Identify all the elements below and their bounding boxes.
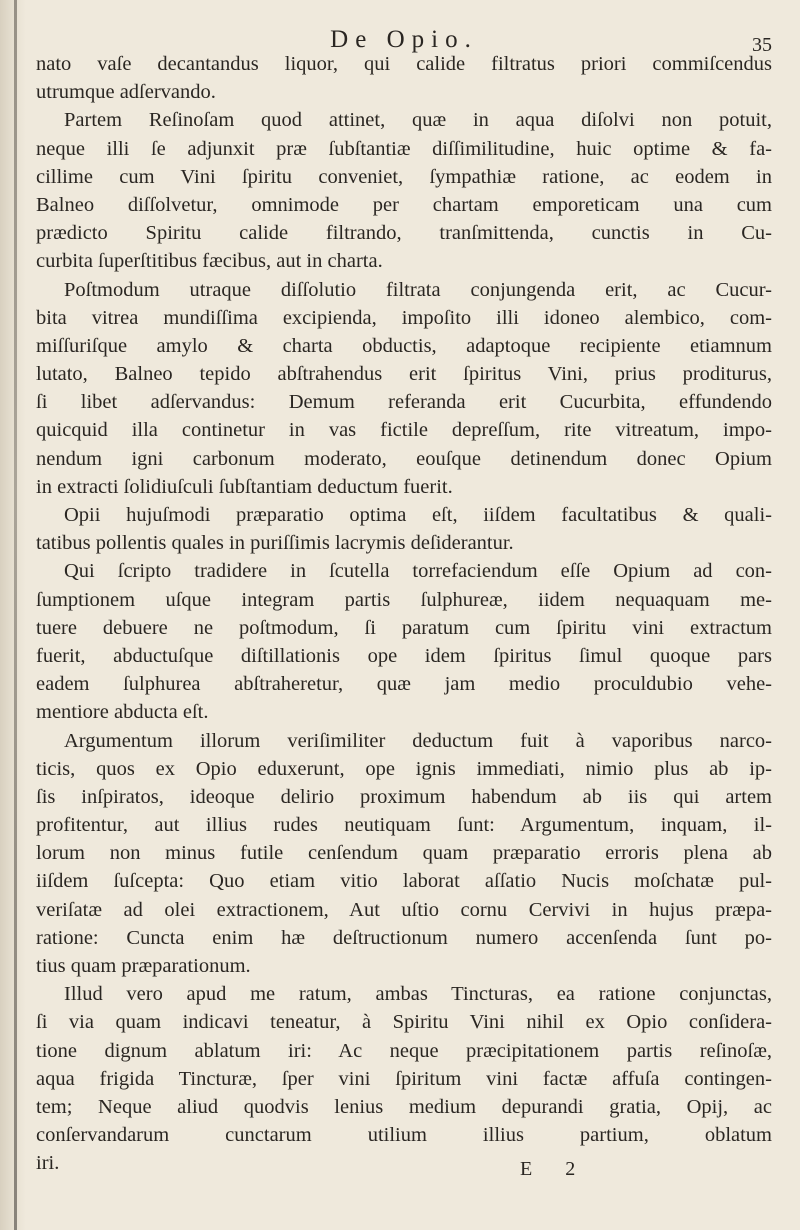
text-line: miſſuriſque amylo & charta obductis, adaptoque recipiente etiamnum [36,334,772,357]
text-line: tione dignum ablatum iri: Ac neque præcipitationem partis reſinoſæ, [36,1039,772,1062]
text-line: ſi libet adſervandus: Demum referanda erit Cucurbita, effundendo [36,391,772,414]
text-line: utrumque adſervando. [36,81,216,104]
text-line: iiſdem ſuſcepta: Quo etiam vitio laborat aſſatio Nucis moſchatæ pul- [36,870,772,893]
text-line: profitentur, aut illius rudes neutiquam ſunt: Argumentum, inquam, il- [36,814,772,837]
text-line: quicquid illa continetur in vas fictile depreſſum, rite vitreatum, impo- [36,419,772,442]
text-line: cillime cum Vini ſpiritu conveniet, ſympathiæ ratione, ac eodem in [36,165,772,188]
text-line: neque illi ſe adjunxit præ ſubſtantiæ diſſimilitudine, huic optime & fa- [36,137,772,160]
text-line: ſumptionem uſque integram partis ſulphureæ, iidem nequaquam me- [36,588,772,611]
text-line: ſis inſpiratos, ideoque delirio proximum habendum ab iis qui artem [36,785,772,808]
page-number: 35 [752,34,772,56]
text-line: in extracti ſolidiuſculi ſubſtantiam deductum fuerit. [36,475,453,498]
text-line: ticis, quos ex Opio eduxerunt, ope ignis immediati, nimio plus ab ip- [36,757,772,780]
text-line: lorum non minus futile cenſendum quam præparatio erroris plena ab [36,842,772,865]
paragraph-start: Illud vero apud me ratum, ambas Tincturas, ea ratione conjunctas, [64,983,772,1006]
text-line: tuere debuere ne poſtmodum, ſi paratum cum ſpiritu vini extractum [36,616,772,639]
text-line: nendum igni carbonum moderato, eouſque detinendum donec Opium [36,447,772,470]
text-line: veriſatæ ad olei extractionem, Aut uſtio cornu Cervivi in hujus præpa- [36,898,772,921]
paragraph-start: Argumentum illorum veriſimiliter deductum fuit à vaporibus narco- [64,729,772,752]
text-line: lutato, Balneo tepido abſtrahendus erit ſpiritus Vini, prius proditurus, [36,363,772,386]
signature-mark: E 2 [520,1158,590,1180]
paragraph-start: Partem Reſinoſam quod attinet, quæ in aqua diſolvi non potuit, [64,109,772,132]
paragraph-start: Opii hujuſmodi præparatio optima eſt, iiſdem facultatibus & quali- [64,504,772,526]
paragraph-start: Qui ſcripto tradidere in ſcutella torrefaciendum eſſe Opium ad con- [64,560,772,583]
text-line: curbita ſuperſtitibus fæcibus, aut in charta. [36,250,383,273]
text-line: ratione: Cuncta enim hæ deſtructionum numero accenſenda ſunt po- [36,926,772,949]
text-line: bita vitrea mundiſſima excipienda, impoſito illi idoneo alembico, com- [36,306,772,329]
text-line: Balneo diſſolvetur, omnimode per chartam emporeticam una cum [36,193,772,216]
paragraph-start: Poſtmodum utraque diſſolutio filtrata conjungenda erit, ac Cucur- [64,278,772,301]
text-line: mentiore abducta eſt. [36,701,209,724]
text-line: prædicto Spiritu calide filtrando, tranſmittenda, cunctis in Cu- [36,222,772,245]
text-line: nato vaſe decantandus liquor, qui calide filtratus priori commiſcendus [36,53,772,75]
text-line: tatibus pollentis quales in puriſſimis lacrymis deſiderantur. [36,532,514,555]
body-text [36,50,772,1178]
text-line: eadem ſulphurea abſtraheretur, quæ jam medio proculdubio vehe- [36,673,772,696]
text-line: conſervandarum cunctarum utilium illius partium, oblatum [36,1124,772,1147]
text-line: ſi via quam indicavi teneatur, à Spiritu Vini nihil ex Opio conſidera- [36,1011,772,1034]
text-line: tius quam præparationum. [36,955,251,977]
running-title: De Opio. [330,26,478,53]
text-line: tem; Neque aliud quodvis lenius medium depurandi gratia, Opij, ac [36,1095,772,1118]
text-line: iri. [36,1152,60,1175]
book-gutter [0,0,26,1230]
binding-edge [14,0,17,1230]
text-line: aqua frigida Tincturæ, ſper vini ſpiritum vini factæ affuſa contingen- [36,1067,772,1090]
text-line: fuerit, abductuſque diſtillationis ope idem ſpiritus ſimul quoque pars [36,644,772,667]
